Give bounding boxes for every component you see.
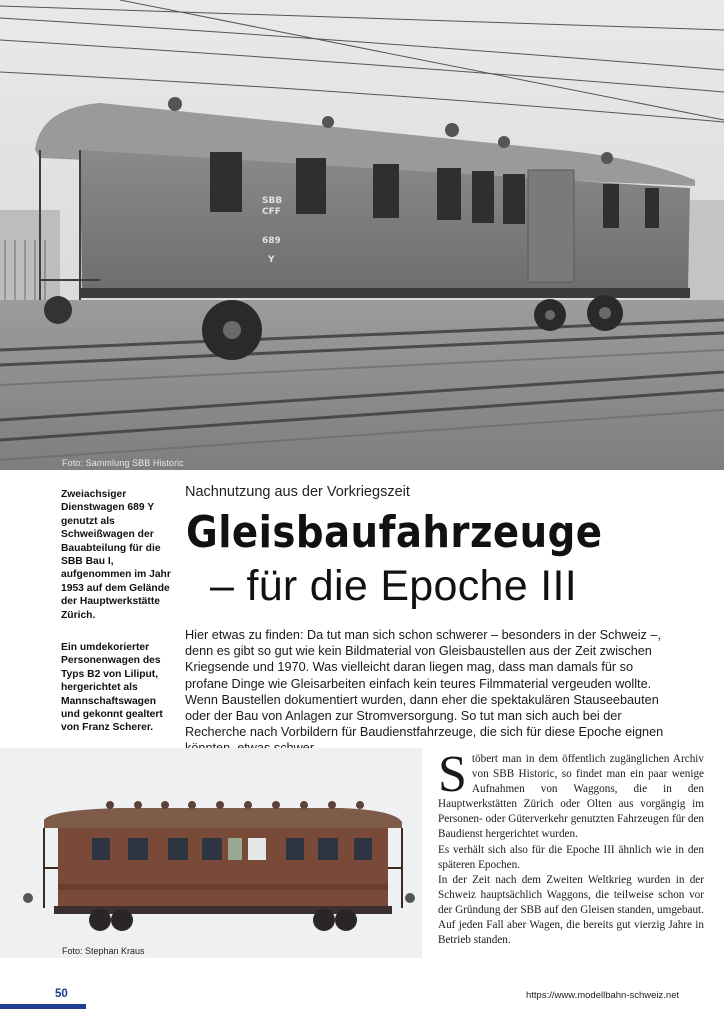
marking-letter: Y <box>268 255 275 265</box>
top-photo-credit: Foto: Sammlung SBB Historic <box>62 458 184 468</box>
body-paragraph-3: In der Zeit nach dem Zweiten Weltkrieg wurden in der Schweiz hauptsächlich Waggons, die teilweise schon vor der Gründung der SBB auf den Gleisen standen, umgebaut. <box>438 873 704 916</box>
marking-number: 689 <box>262 236 281 246</box>
drop-cap: S <box>438 746 467 803</box>
article-title-line1: Gleisbaufahrzeuge <box>186 507 603 558</box>
marking-cff: CFF <box>262 207 281 217</box>
article-title-line2: – für die Epoche III <box>210 562 577 610</box>
model-car-photo <box>0 748 422 958</box>
bottom-photo-credit: Foto: Stephan Kraus <box>62 946 145 956</box>
footer-website-link[interactable]: https://www.modellbahn-schweiz.net <box>526 990 680 1001</box>
article-body <box>438 746 704 948</box>
body-paragraph-1-text: töbert man in dem öffentlich zugänglichen Archiv von SBB Historic, so findet man ein paar wenige Aufnahmen von Waggons, die in den Hauptwerkstätten Zürich oder Olten aus vorgängig im Personen- oder Güterverkehr genutzten Fahrzeugen für den Baudienst hergerichtet wurden. <box>438 753 704 841</box>
body-paragraph-4: Auf jeden Fall aber Wagen, die bereits gut vierzig Jahre in Betrieb standen. <box>438 919 704 947</box>
article-lead: Hier etwas zu finden: Da tut man sich schon schwerer – besonders in der Schweiz –, denn es gibt so gut wie kein Bildmaterial von Gleisbaustellen aus der Zeit zwischen Kriegsende und 1970. Was vielleicht daran liegen mag, dass man damals für so profane Dinge wie Gleisarbeiten einfach kein teures Filmmaterial vergeuden wollte. Wenn Baustellen dokumentiert wurden, dann eher die spektakulären Stauseebauten oder der Bau von Anlagen zur Stromversorgung. So tut man sich auch bei der Recherche nach Vorbildern für Baudienstfahrzeuge, die sich für diese Epoche eignen <box>185 628 664 740</box>
bottom-photo <box>0 748 422 958</box>
marking-sbb: SBB <box>262 196 283 206</box>
photo-caption-model-car: Ein umdekorierter Personenwagen des Typs B2 von Liliput, hergerichtet als Mannschaftswagen und gekonnt gealtert von Franz Scherer. <box>61 642 163 734</box>
body-paragraph-2: Es verhält sich also für die Epoche III ähnlich wie in den späteren Epochen. <box>438 843 704 871</box>
page-number: 50 <box>55 988 68 1000</box>
photo-caption-service-car: Zweiachsiger Dienstwagen 689 Y genutzt als Schweißwagen der Bauabteilung für die SBB Bau I, aufgenommen im Jahr 1953 auf dem Gelände der Hauptwerkstätte Zürich. <box>61 489 171 621</box>
article-kicker: Nachnutzung aus der Vorkriegszeit <box>185 484 410 500</box>
body-paragraph-1 <box>438 746 704 843</box>
top-photo <box>0 0 724 470</box>
service-car-photo <box>0 0 724 470</box>
footer-accent-bar <box>0 1004 86 1009</box>
